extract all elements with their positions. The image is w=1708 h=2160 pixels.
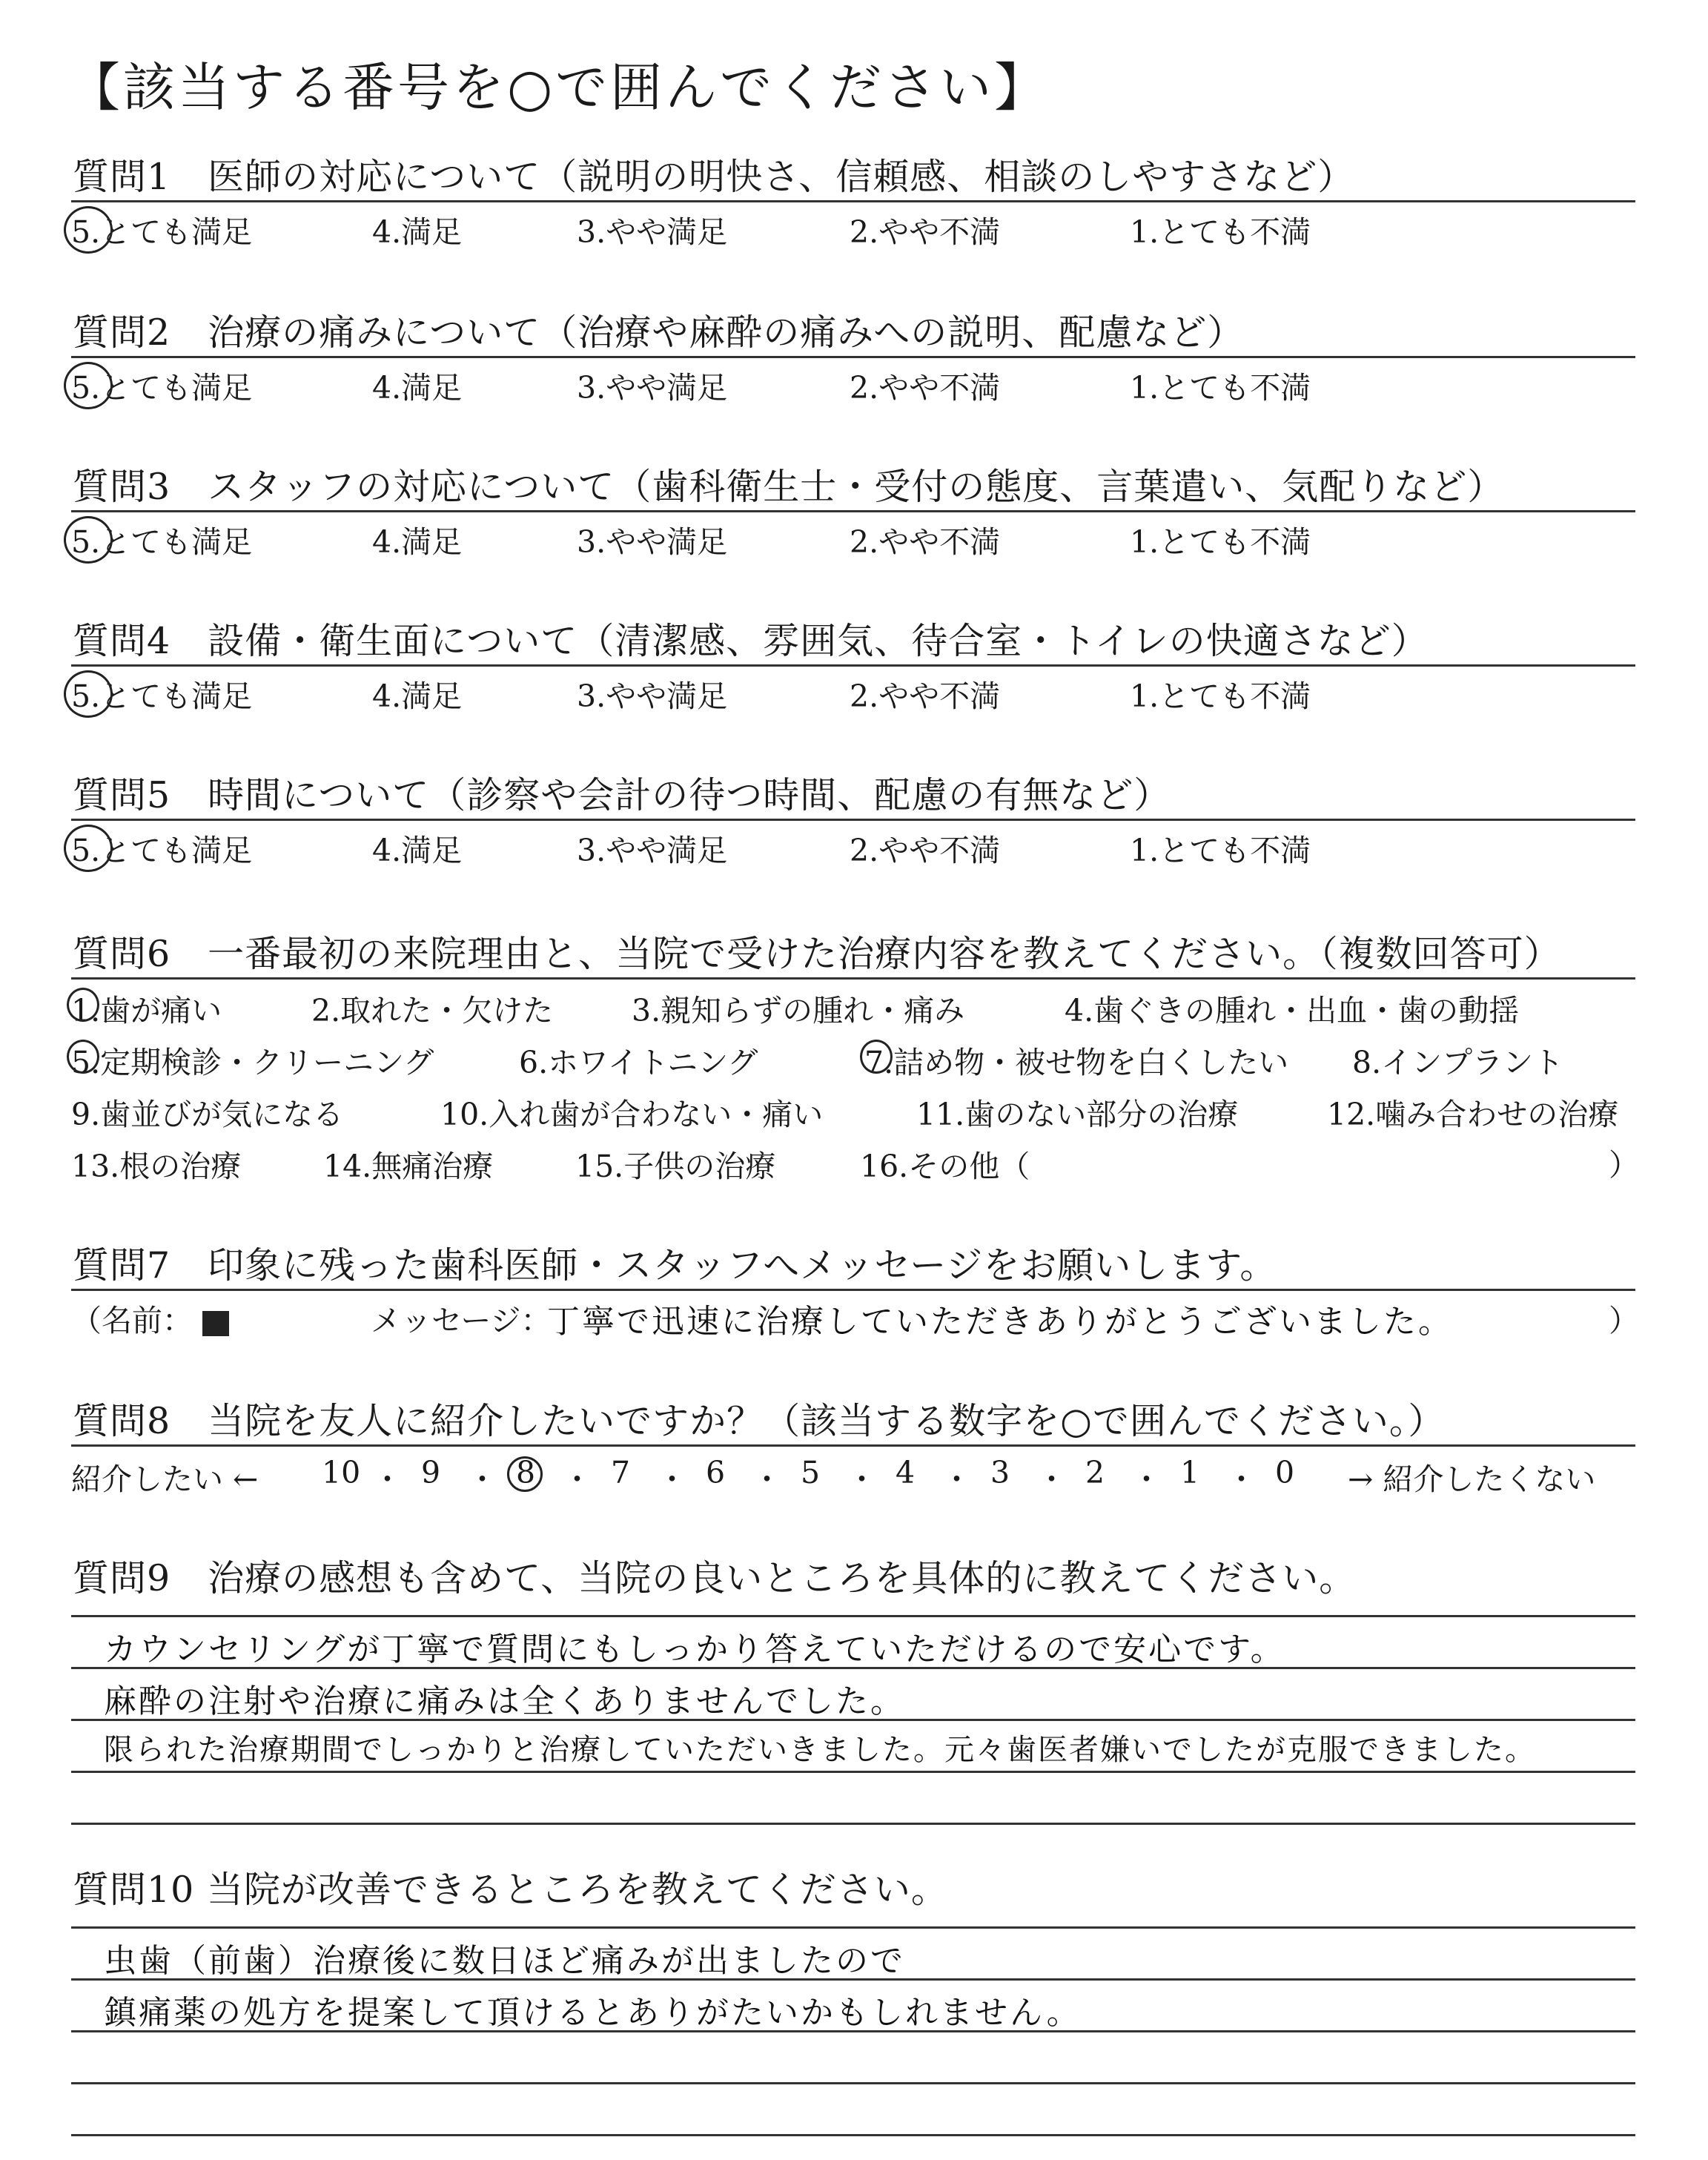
rating-option-5[interactable]: 5.とても満足 <box>71 524 253 560</box>
scale-number-9[interactable]: 9 <box>421 1455 441 1490</box>
answer-line <box>71 1823 1635 1825</box>
reason-option[interactable]: 10.入れ歯が合わない・痛い <box>440 1097 824 1132</box>
answer-line <box>71 2134 1635 2136</box>
scale-number-2[interactable]: 2 <box>1085 1455 1105 1490</box>
rating-option-4[interactable]: 4.満足 <box>372 678 463 714</box>
selection-circle <box>64 825 113 872</box>
rating-option-4[interactable]: 4.満足 <box>372 524 463 560</box>
rating-option-1[interactable]: 1.とても不満 <box>1130 678 1311 714</box>
selection-circle <box>507 1456 543 1492</box>
rating-option-5[interactable]: 5.とても満足 <box>71 214 253 250</box>
rating-option-4[interactable]: 4.満足 <box>372 214 463 250</box>
rating-option-3[interactable]: 3.やや満足 <box>577 524 728 560</box>
reason-option[interactable]: 11.歯のない部分の治療 <box>916 1097 1239 1132</box>
rating-option-2[interactable]: 2.やや不満 <box>850 678 1001 714</box>
question-9-label: 質問9 治療の感想も含めて、当院の良いところを具体的に教えてください。 <box>73 1557 1357 1599</box>
reason-option[interactable]: 15.子供の治療 <box>575 1149 776 1184</box>
rating-option-2[interactable]: 2.やや不満 <box>850 833 1001 868</box>
rating-option-3[interactable]: 3.やや満足 <box>577 370 728 406</box>
answer-line <box>71 2082 1635 2084</box>
divider <box>71 1444 1635 1447</box>
page-title: 【該当する番号を○で囲んでください】 <box>68 57 1050 118</box>
scale-number-3[interactable]: 3 <box>990 1455 1010 1490</box>
divider <box>71 819 1635 821</box>
rating-option-1[interactable]: 1.とても不満 <box>1130 524 1311 560</box>
divider <box>71 1289 1635 1291</box>
question-10-label: 質問10 当院が改善できるところを教えてください。 <box>73 1869 948 1911</box>
reason-option[interactable]: 13.根の治療 <box>71 1149 242 1184</box>
scale-separator: ・ <box>657 1462 687 1497</box>
rating-option-3[interactable]: 3.やや満足 <box>577 678 728 714</box>
selection-circle <box>64 362 113 409</box>
selection-circle <box>64 516 113 564</box>
scale-separator: ・ <box>941 1462 972 1497</box>
rating-option-4[interactable]: 4.満足 <box>372 370 463 406</box>
rating-option-3[interactable]: 3.やや満足 <box>577 833 728 868</box>
answer-line <box>71 1771 1635 1773</box>
question-3-label: 質問3 スタッフの対応について（歯科衛生士・受付の態度、言葉遣い、気配りなど） <box>73 466 1505 508</box>
reason-option[interactable]: 6.ホワイトニング <box>519 1045 758 1080</box>
question-6-label: 質問6 一番最初の来院理由と、当院で受けた治療内容を教えてください。（複数回答可） <box>73 933 1561 975</box>
rating-option-5[interactable]: 5.とても満足 <box>71 833 253 868</box>
reason-option[interactable]: 5.定期検診・クリーニング <box>71 1045 434 1080</box>
answer-line <box>71 1978 1635 1981</box>
divider <box>71 664 1635 667</box>
reason-option[interactable]: 16.その他（ <box>860 1149 1030 1184</box>
selection-circle <box>64 206 113 254</box>
scale-number-8[interactable]: 8 <box>516 1455 536 1490</box>
rating-option-2[interactable]: 2.やや不満 <box>850 524 1001 560</box>
rating-option-5[interactable]: 5.とても満足 <box>71 678 253 714</box>
reason-option[interactable]: 2.取れた・欠けた <box>311 993 554 1028</box>
scale-number-4[interactable]: 4 <box>896 1455 916 1490</box>
q7-message-label: メッセージ： <box>371 1303 552 1338</box>
divider <box>71 356 1635 358</box>
selection-circle <box>67 1040 99 1074</box>
divider <box>71 200 1635 202</box>
scale-separator: ・ <box>1036 1462 1067 1497</box>
rating-option-1[interactable]: 1.とても不満 <box>1130 214 1311 250</box>
reason-option[interactable]: 4.歯ぐきの腫れ・出血・歯の動揺 <box>1065 993 1520 1028</box>
q7-close-paren: ） <box>1609 1303 1639 1338</box>
reason-option[interactable]: 7.詰め物・被せ物を白くしたい <box>864 1045 1289 1080</box>
selection-circle <box>67 988 99 1022</box>
scale-number-6[interactable]: 6 <box>706 1455 726 1490</box>
question-4-label: 質問4 設備・衛生面について（清潔感、雰囲気、待合室・トイレの快適さなど） <box>73 620 1429 662</box>
handwritten-line: 麻酔の注射や治療に痛みは全くありませんでした。 <box>104 1682 905 1720</box>
q7-message[interactable]: 丁寧で迅速に治療していただきありがとうございました。 <box>547 1303 1453 1341</box>
scale-separator: ・ <box>752 1462 782 1497</box>
handwritten-line: 鎮痛薬の処方を提案して頂けるとありがたいかもしれません。 <box>104 1994 1082 2032</box>
question-1-label: 質問1 医師の対応について（説明の明快さ、信頼感、相談のしやすさなど） <box>73 156 1355 198</box>
q7-name-label: （名前： <box>71 1296 229 1340</box>
answer-line <box>71 1615 1635 1617</box>
selection-circle <box>64 670 113 718</box>
selection-circle <box>860 1040 893 1074</box>
scale-number-10[interactable]: 10 <box>322 1455 361 1490</box>
rating-option-2[interactable]: 2.やや不満 <box>850 214 1001 250</box>
scale-separator: ・ <box>467 1462 497 1497</box>
answer-line <box>71 1719 1635 1721</box>
other-close-paren: ） <box>1609 1147 1639 1183</box>
reason-option[interactable]: 9.歯並びが気になる <box>71 1097 344 1132</box>
scale-separator: ・ <box>562 1462 592 1497</box>
scale-number-0[interactable]: 0 <box>1275 1455 1295 1490</box>
reason-option[interactable]: 1.歯が痛い <box>71 993 222 1028</box>
divider <box>71 510 1635 512</box>
scale-separator: ・ <box>372 1462 403 1497</box>
scale-number-7[interactable]: 7 <box>611 1455 631 1490</box>
scale-left-label: 紹介したい ← <box>71 1462 259 1497</box>
rating-option-1[interactable]: 1.とても不満 <box>1130 370 1311 406</box>
divider <box>71 977 1635 980</box>
answer-line <box>71 1926 1635 1929</box>
reason-option[interactable]: 12.噛み合わせの治療 <box>1327 1097 1619 1132</box>
answer-line <box>71 1667 1635 1669</box>
question-8-label: 質問8 当院を友人に紹介したいですか？（該当する数字を○で囲んでください。） <box>73 1400 1446 1442</box>
answer-line <box>71 2030 1635 2032</box>
rating-option-2[interactable]: 2.やや不満 <box>850 370 1001 406</box>
scale-separator: ・ <box>1131 1462 1162 1497</box>
reason-option[interactable]: 3.親知らずの腫れ・痛み <box>632 993 965 1028</box>
scale-separator: ・ <box>847 1462 877 1497</box>
scale-right-label: → 紹介したくない <box>1348 1462 1596 1497</box>
rating-option-5[interactable]: 5.とても満足 <box>71 370 253 406</box>
rating-option-3[interactable]: 3.やや満足 <box>577 214 728 250</box>
handwritten-line: 虫歯（前歯）治療後に数日ほど痛みが出ましたので <box>104 1942 905 1980</box>
question-7-label: 質問7 印象に残った歯科医師・スタッフへメッセージをお願いします。 <box>73 1244 1277 1287</box>
question-5-label: 質問5 時間について（診察や会計の待つ時間、配慮の有無など） <box>73 774 1171 816</box>
rating-option-4[interactable]: 4.満足 <box>372 833 463 868</box>
scale-number-1[interactable]: 1 <box>1180 1455 1200 1490</box>
question-2-label: 質問2 治療の痛みについて（治療や麻酔の痛みへの説明、配慮など） <box>73 311 1245 354</box>
scale-number-5[interactable]: 5 <box>801 1455 821 1490</box>
reason-option[interactable]: 8.インプラント <box>1352 1045 1564 1080</box>
redacted-name <box>202 1311 229 1336</box>
reason-option[interactable]: 14.無痛治療 <box>323 1149 494 1184</box>
rating-option-1[interactable]: 1.とても不満 <box>1130 833 1311 868</box>
scale-separator: ・ <box>1226 1462 1257 1497</box>
handwritten-line: 限られた治療期間でしっかりと治療していただいきました。元々歯医者嫌いでしたが克服できました。 <box>104 1733 1536 1767</box>
handwritten-line: カウンセリングが丁寧で質問にもしっかり答えていただけるので安心です。 <box>104 1631 1285 1668</box>
